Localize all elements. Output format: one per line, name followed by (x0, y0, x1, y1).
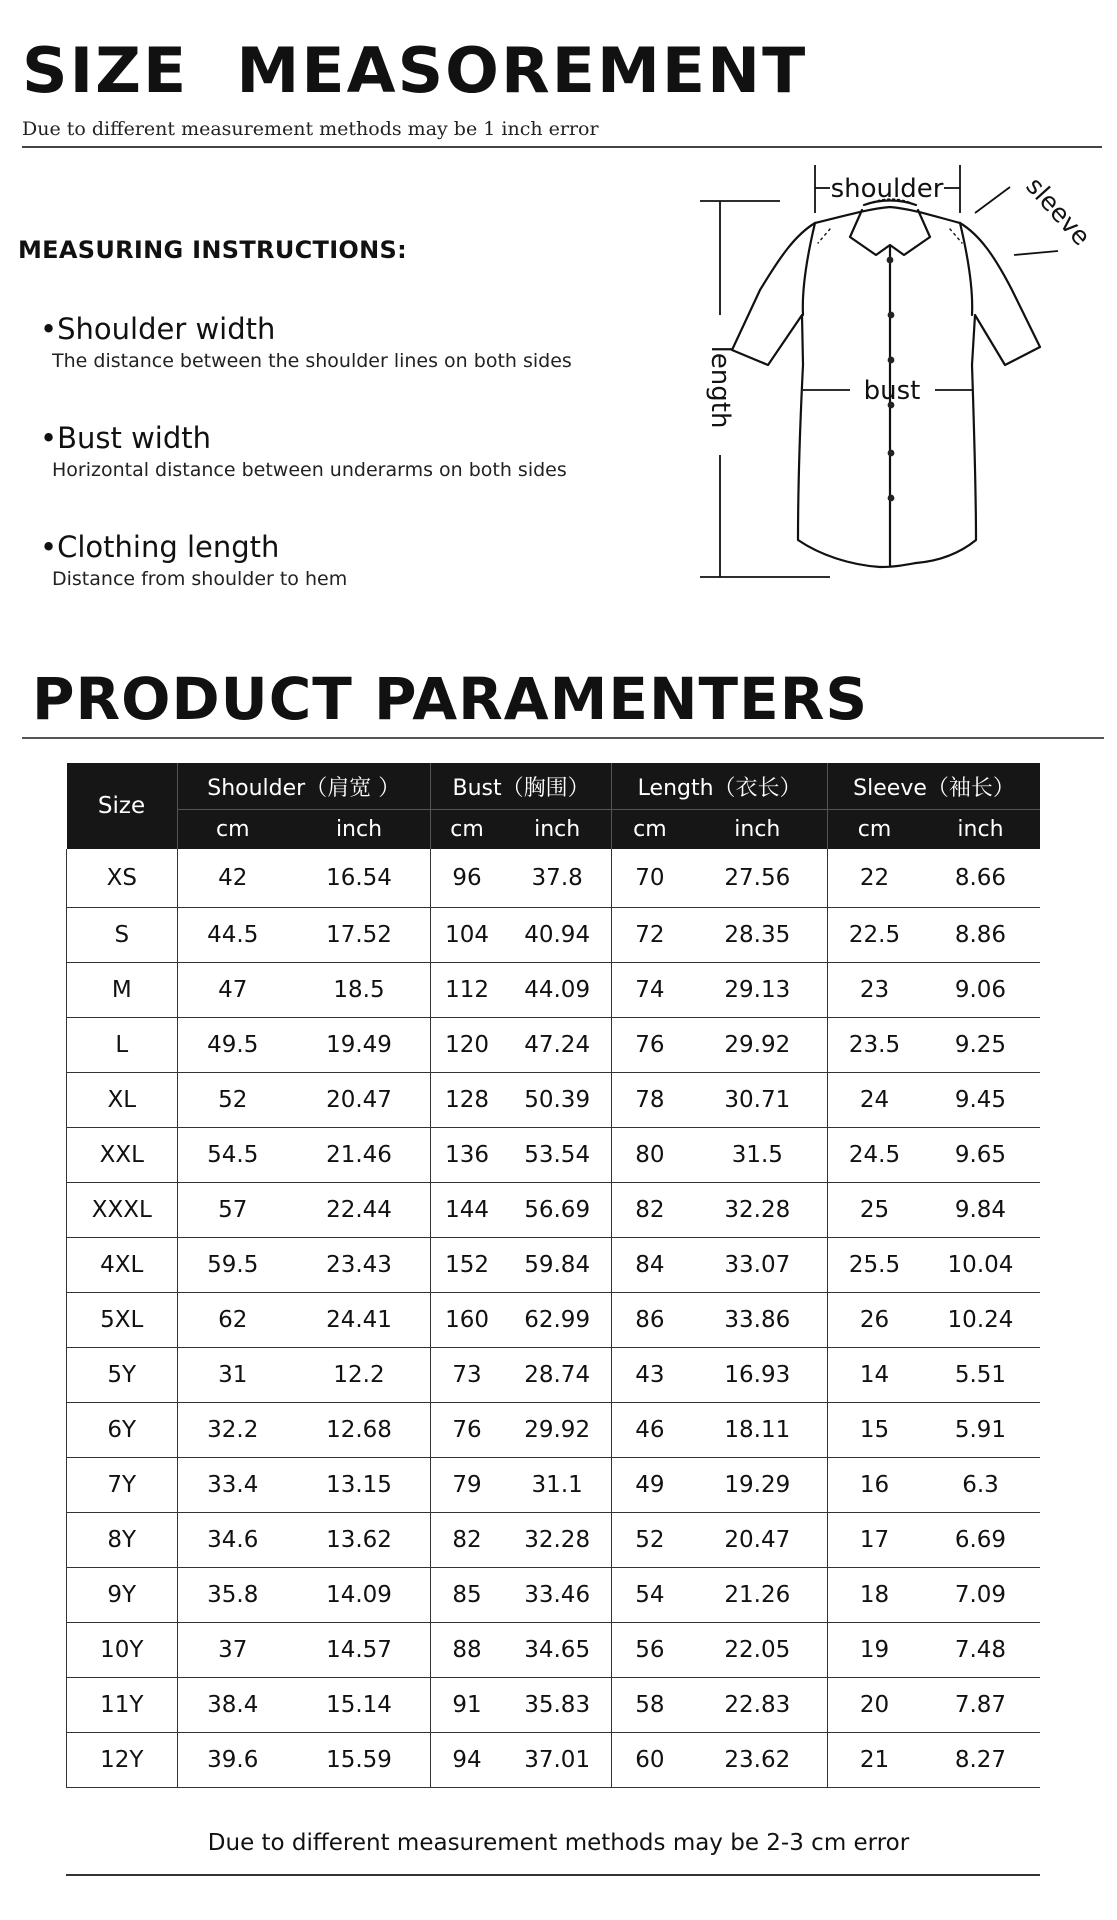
value-cell: 12.68 (288, 1403, 430, 1458)
value-cell: 33.46 (503, 1568, 612, 1623)
value-cell: 38.4 (177, 1678, 288, 1733)
value-cell: 26 (828, 1293, 921, 1348)
value-cell: 18.11 (688, 1403, 828, 1458)
value-cell: 12.2 (288, 1348, 430, 1403)
table-row (67, 1513, 1041, 1568)
table-row (67, 1733, 1041, 1788)
value-cell: 34.6 (177, 1513, 288, 1568)
value-cell: 53.54 (503, 1128, 612, 1183)
value-cell: 23.62 (688, 1733, 828, 1788)
value-cell: 39.6 (177, 1733, 288, 1788)
value-cell: 60 (612, 1733, 688, 1788)
value-cell: 54.5 (177, 1128, 288, 1183)
value-cell: 18.5 (288, 963, 430, 1018)
divider (22, 146, 1102, 148)
value-cell: 85 (430, 1568, 503, 1623)
value-cell: 37.8 (503, 849, 612, 908)
dimension-lines (700, 165, 1058, 577)
value-cell: 10.04 (921, 1238, 1040, 1293)
instruction-title: •Clothing length (40, 530, 280, 564)
value-cell: 32.2 (177, 1403, 288, 1458)
table-row (67, 1348, 1041, 1403)
table-row (67, 1623, 1041, 1678)
table-row (67, 1073, 1041, 1128)
value-cell: 13.62 (288, 1513, 430, 1568)
table-row (67, 1128, 1041, 1183)
value-cell: 79 (430, 1458, 503, 1513)
value-cell: 91 (430, 1678, 503, 1733)
value-cell: 70 (612, 849, 688, 908)
value-cell: 80 (612, 1128, 688, 1183)
size-cell: M (67, 963, 178, 1018)
value-cell: 20.47 (688, 1513, 828, 1568)
value-cell: 15.14 (288, 1678, 430, 1733)
value-cell: 78 (612, 1073, 688, 1128)
instruction-desc: The distance between the shoulder lines on both sides (52, 350, 572, 372)
value-cell: 28.74 (503, 1348, 612, 1403)
table-row (67, 1183, 1041, 1238)
value-cell: 37.01 (503, 1733, 612, 1788)
size-cell: 7Y (67, 1458, 178, 1513)
table-row (67, 908, 1041, 963)
value-cell: 94 (430, 1733, 503, 1788)
value-cell: 25 (828, 1183, 921, 1238)
value-cell: 14.57 (288, 1623, 430, 1678)
value-cell: 23.43 (288, 1238, 430, 1293)
value-cell: 17 (828, 1513, 921, 1568)
sleeve-header: Sleeve（袖长） (828, 763, 1040, 810)
value-cell: 29.92 (688, 1018, 828, 1073)
unit-header: inch (921, 810, 1040, 850)
value-cell: 76 (612, 1018, 688, 1073)
value-cell: 14.09 (288, 1568, 430, 1623)
value-cell: 96 (430, 849, 503, 908)
value-cell: 25.5 (828, 1238, 921, 1293)
value-cell: 6.3 (921, 1458, 1040, 1513)
unit-header: inch (288, 810, 430, 850)
value-cell: 86 (612, 1293, 688, 1348)
value-cell: 112 (430, 963, 503, 1018)
value-cell: 144 (430, 1183, 503, 1238)
value-cell: 152 (430, 1238, 503, 1293)
value-cell: 22.44 (288, 1183, 430, 1238)
error-note: Due to different measurement methods may be 1 inch error (22, 118, 599, 140)
bust-header: Bust（胸围） (430, 763, 611, 810)
value-cell: 52 (177, 1073, 288, 1128)
divider (22, 737, 1104, 739)
size-cell: S (67, 908, 178, 963)
instruction-length (40, 530, 347, 590)
shirt-measurement-diagram (680, 165, 1100, 595)
value-cell: 8.66 (921, 849, 1040, 908)
value-cell: 23.5 (828, 1018, 921, 1073)
value-cell: 47 (177, 963, 288, 1018)
table-unit-row (67, 810, 1041, 850)
value-cell: 88 (430, 1623, 503, 1678)
params-title: PRODUCT PARAMENTERS (32, 665, 869, 733)
unit-header: cm (177, 810, 288, 850)
value-cell: 22.05 (688, 1623, 828, 1678)
value-cell: 43 (612, 1348, 688, 1403)
value-cell: 21 (828, 1733, 921, 1788)
value-cell: 56 (612, 1623, 688, 1678)
size-cell: 10Y (67, 1623, 178, 1678)
value-cell: 58 (612, 1678, 688, 1733)
value-cell: 7.48 (921, 1623, 1040, 1678)
value-cell: 7.87 (921, 1678, 1040, 1733)
size-cell: 4XL (67, 1238, 178, 1293)
value-cell: 29.13 (688, 963, 828, 1018)
size-cell: XL (67, 1073, 178, 1128)
value-cell: 15 (828, 1403, 921, 1458)
value-cell: 6.69 (921, 1513, 1040, 1568)
value-cell: 30.71 (688, 1073, 828, 1128)
value-cell: 17.52 (288, 908, 430, 963)
value-cell: 42 (177, 849, 288, 908)
value-cell: 37 (177, 1623, 288, 1678)
value-cell: 32.28 (688, 1183, 828, 1238)
instruction-title: •Bust width (40, 421, 212, 455)
value-cell: 5.91 (921, 1403, 1040, 1458)
instruction-title: •Shoulder width (40, 312, 276, 346)
value-cell: 9.45 (921, 1073, 1040, 1128)
value-cell: 13.15 (288, 1458, 430, 1513)
length-header: Length（衣长） (612, 763, 828, 810)
value-cell: 27.56 (688, 849, 828, 908)
unit-header: inch (688, 810, 828, 850)
value-cell: 44.5 (177, 908, 288, 963)
size-cell: 8Y (67, 1513, 178, 1568)
value-cell: 33.4 (177, 1458, 288, 1513)
shoulder-header: Shoulder（肩宽 ） (177, 763, 430, 810)
value-cell: 33.86 (688, 1293, 828, 1348)
value-cell: 15.59 (288, 1733, 430, 1788)
instructions-heading: MEASURING INSTRUCTIONS: (18, 236, 408, 264)
value-cell: 9.84 (921, 1183, 1040, 1238)
value-cell: 9.65 (921, 1128, 1040, 1183)
value-cell: 82 (612, 1183, 688, 1238)
value-cell: 16.54 (288, 849, 430, 908)
value-cell: 22 (828, 849, 921, 908)
unit-header: cm (612, 810, 688, 850)
value-cell: 21.46 (288, 1128, 430, 1183)
value-cell: 23 (828, 963, 921, 1018)
bust-label: bust (863, 376, 921, 406)
value-cell: 31.1 (503, 1458, 612, 1513)
length-label: length (705, 345, 735, 429)
size-cell: 11Y (67, 1678, 178, 1733)
instruction-bust (40, 421, 567, 481)
value-cell: 20 (828, 1678, 921, 1733)
value-cell: 59.5 (177, 1238, 288, 1293)
value-cell: 20.47 (288, 1073, 430, 1128)
value-cell: 104 (430, 908, 503, 963)
value-cell: 8.27 (921, 1733, 1040, 1788)
value-cell: 16 (828, 1458, 921, 1513)
size-cell: L (67, 1018, 178, 1073)
value-cell: 56.69 (503, 1183, 612, 1238)
value-cell: 22.5 (828, 908, 921, 963)
value-cell: 34.65 (503, 1623, 612, 1678)
instruction-desc: Horizontal distance between underarms on both sides (52, 459, 567, 481)
value-cell: 16.93 (688, 1348, 828, 1403)
value-cell: 49.5 (177, 1018, 288, 1073)
size-cell: 5XL (67, 1293, 178, 1348)
table-row (67, 963, 1041, 1018)
value-cell: 160 (430, 1293, 503, 1348)
shoulder-label: shoulder (830, 174, 944, 204)
value-cell: 19.49 (288, 1018, 430, 1073)
table-row (67, 1238, 1041, 1293)
value-cell: 31.5 (688, 1128, 828, 1183)
value-cell: 32.28 (503, 1513, 612, 1568)
value-cell: 82 (430, 1513, 503, 1568)
instruction-desc: Distance from shoulder to hem (52, 568, 348, 590)
instruction-shoulder (40, 312, 572, 372)
page-title: SIZE MEASOREMENT (22, 34, 808, 107)
value-cell: 19 (828, 1623, 921, 1678)
value-cell: 5.51 (921, 1348, 1040, 1403)
value-cell: 40.94 (503, 908, 612, 963)
table-row (67, 849, 1041, 908)
value-cell: 10.24 (921, 1293, 1040, 1348)
size-cell: 9Y (67, 1568, 178, 1623)
value-cell: 46 (612, 1403, 688, 1458)
footer-error-note: Due to different measurement methods may be 2-3 cm error (207, 1830, 910, 1856)
table-row (67, 1678, 1041, 1733)
value-cell: 44.09 (503, 963, 612, 1018)
value-cell: 31 (177, 1348, 288, 1403)
size-cell: XS (67, 849, 178, 908)
value-cell: 29.92 (503, 1403, 612, 1458)
value-cell: 59.84 (503, 1238, 612, 1293)
value-cell: 28.35 (688, 908, 828, 963)
value-cell: 84 (612, 1238, 688, 1293)
unit-header: inch (503, 810, 612, 850)
size-cell: 6Y (67, 1403, 178, 1458)
value-cell: 73 (430, 1348, 503, 1403)
unit-header: cm (828, 810, 921, 850)
value-cell: 35.83 (503, 1678, 612, 1733)
table-row (67, 1018, 1041, 1073)
sleeve-label: sleeve (1020, 171, 1097, 252)
table-row (67, 1293, 1041, 1348)
value-cell: 54 (612, 1568, 688, 1623)
size-header: Size (67, 763, 178, 849)
value-cell: 24.41 (288, 1293, 430, 1348)
value-cell: 76 (430, 1403, 503, 1458)
value-cell: 8.86 (921, 908, 1040, 963)
value-cell: 47.24 (503, 1018, 612, 1073)
size-cell: 12Y (67, 1733, 178, 1788)
value-cell: 136 (430, 1128, 503, 1183)
value-cell: 24.5 (828, 1128, 921, 1183)
divider (66, 1874, 1040, 1876)
value-cell: 50.39 (503, 1073, 612, 1128)
value-cell: 62 (177, 1293, 288, 1348)
size-cell: 5Y (67, 1348, 178, 1403)
value-cell: 18 (828, 1568, 921, 1623)
table-row (67, 1568, 1041, 1623)
value-cell: 22.83 (688, 1678, 828, 1733)
value-cell: 14 (828, 1348, 921, 1403)
table-row (67, 1458, 1041, 1513)
value-cell: 35.8 (177, 1568, 288, 1623)
table-header-row (67, 763, 1041, 810)
value-cell: 57 (177, 1183, 288, 1238)
value-cell: 21.26 (688, 1568, 828, 1623)
table-row (67, 1403, 1041, 1458)
value-cell: 62.99 (503, 1293, 612, 1348)
size-cell: XXL (67, 1128, 178, 1183)
value-cell: 9.25 (921, 1018, 1040, 1073)
value-cell: 49 (612, 1458, 688, 1513)
unit-header: cm (430, 810, 503, 850)
value-cell: 19.29 (688, 1458, 828, 1513)
value-cell: 24 (828, 1073, 921, 1128)
value-cell: 72 (612, 908, 688, 963)
size-table (66, 763, 1040, 1788)
value-cell: 52 (612, 1513, 688, 1568)
value-cell: 7.09 (921, 1568, 1040, 1623)
size-cell: XXXL (67, 1183, 178, 1238)
value-cell: 120 (430, 1018, 503, 1073)
value-cell: 9.06 (921, 963, 1040, 1018)
value-cell: 33.07 (688, 1238, 828, 1293)
value-cell: 74 (612, 963, 688, 1018)
value-cell: 128 (430, 1073, 503, 1128)
